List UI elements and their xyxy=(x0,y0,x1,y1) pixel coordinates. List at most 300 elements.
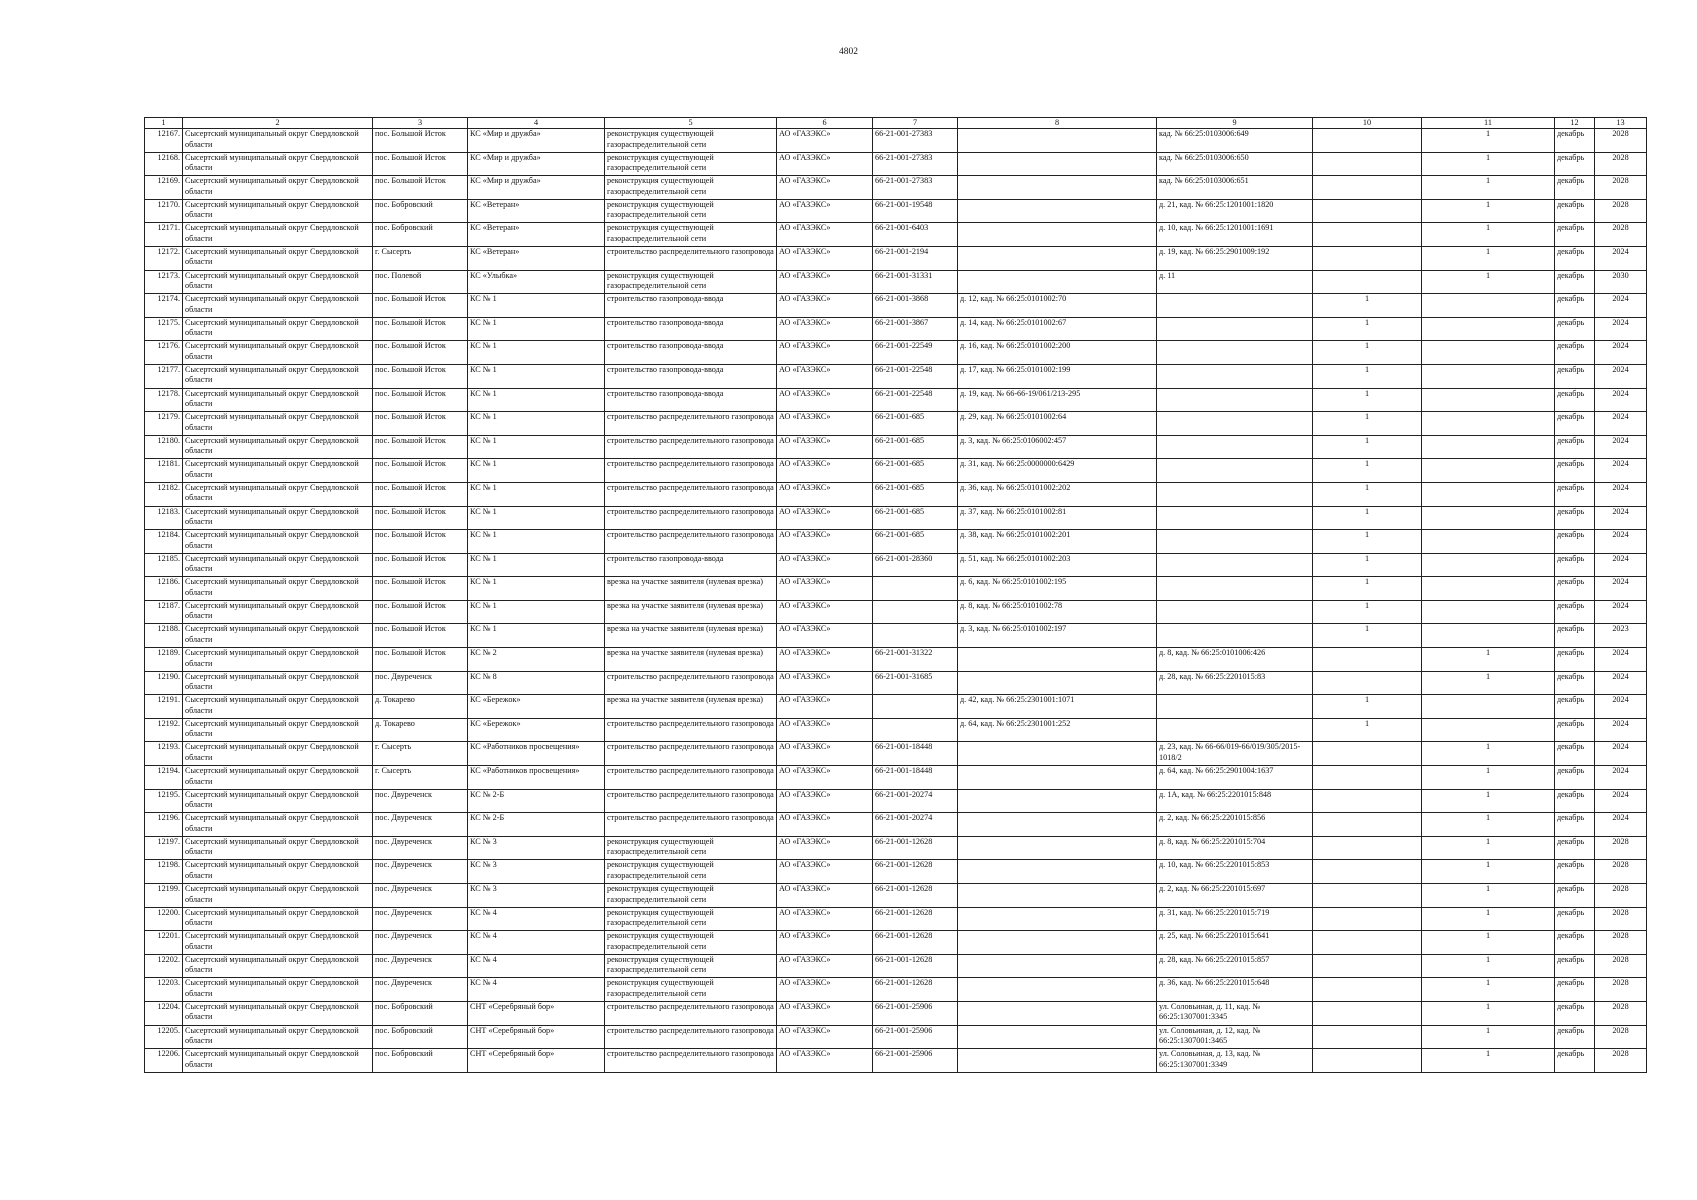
table-row xyxy=(145,530,1647,554)
cell-object-name: КС № 3 xyxy=(468,860,605,884)
cell-contract-number xyxy=(873,600,958,624)
cell-work-type: реконструкция существующей газораспределительной сети xyxy=(605,907,777,931)
cell-count-col11: 1 xyxy=(1422,813,1555,837)
cell-count-col10 xyxy=(1313,246,1422,270)
cell-count-col11: 1 xyxy=(1422,860,1555,884)
cell-count-col11: 1 xyxy=(1422,931,1555,955)
cell-address-col9: ул. Соловьиная, д. 13, кад. № 66:25:1307001:3349 xyxy=(1157,1049,1313,1073)
table-row xyxy=(145,978,1647,1002)
cell-count-col11: 1 xyxy=(1422,766,1555,790)
cell-address-col9 xyxy=(1157,577,1313,601)
cell-municipality: Сысертский муниципальный округ Свердловской области xyxy=(183,648,373,672)
cell-contract-number: 66-21-001-27383 xyxy=(873,152,958,176)
cell-year: 2024 xyxy=(1595,553,1647,577)
cell-count-col10 xyxy=(1313,176,1422,200)
cell-address-col9 xyxy=(1157,506,1313,530)
cell-contract-number: 66-21-001-18448 xyxy=(873,766,958,790)
cell-month: декабрь xyxy=(1555,624,1595,648)
cell-work-type: строительство газопровода-ввода xyxy=(605,341,777,365)
cell-organization: АО «ГАЗЭКС» xyxy=(777,199,873,223)
cell-work-type: строительство распределительного газопровода xyxy=(605,766,777,790)
cell-work-type: строительство распределительного газопровода xyxy=(605,506,777,530)
cell-object-name: КС № 1 xyxy=(468,577,605,601)
cell-settlement: пос. Большой Исток xyxy=(373,388,468,412)
table-row xyxy=(145,813,1647,837)
cell-settlement: пос. Большой Исток xyxy=(373,506,468,530)
cell-month: декабрь xyxy=(1555,270,1595,294)
cell-object-name: КС № 1 xyxy=(468,459,605,483)
cell-work-type: врезка на участке заявителя (нулевая врезка) xyxy=(605,577,777,601)
cell-address-col9 xyxy=(1157,530,1313,554)
cell-settlement: пос. Большой Исток xyxy=(373,294,468,318)
cell-work-type: реконструкция существующей газораспределительной сети xyxy=(605,931,777,955)
cell-month: декабрь xyxy=(1555,718,1595,742)
cell-address-col8: д. 8, кад. № 66:25:0101002:78 xyxy=(958,600,1157,624)
cell-municipality: Сысертский муниципальный округ Свердловской области xyxy=(183,412,373,436)
cell-month: декабрь xyxy=(1555,978,1595,1002)
cell-municipality: Сысертский муниципальный округ Свердловской области xyxy=(183,836,373,860)
cell-address-col8 xyxy=(958,223,1157,247)
cell-organization: АО «ГАЗЭКС» xyxy=(777,671,873,695)
cell-address-col8: д. 19, кад. № 66-66-19/061/213-295 xyxy=(958,388,1157,412)
cell-year: 2024 xyxy=(1595,412,1647,436)
column-header-8: 8 xyxy=(958,118,1157,129)
cell-row-number: 12203. xyxy=(145,978,183,1002)
cell-year: 2023 xyxy=(1595,624,1647,648)
cell-count-col10 xyxy=(1313,1025,1422,1049)
cell-row-number: 12199. xyxy=(145,884,183,908)
cell-month: декабрь xyxy=(1555,1049,1595,1073)
cell-count-col11: 1 xyxy=(1422,954,1555,978)
cell-row-number: 12182. xyxy=(145,482,183,506)
cell-object-name: КС «Улыбка» xyxy=(468,270,605,294)
cell-organization: АО «ГАЗЭКС» xyxy=(777,718,873,742)
cell-month: декабрь xyxy=(1555,789,1595,813)
cell-settlement: пос. Большой Исток xyxy=(373,600,468,624)
column-header-2: 2 xyxy=(183,118,373,129)
cell-count-col10 xyxy=(1313,954,1422,978)
cell-contract-number: 66-21-001-685 xyxy=(873,482,958,506)
cell-address-col8 xyxy=(958,1001,1157,1025)
cell-count-col10: 1 xyxy=(1313,718,1422,742)
cell-object-name: КС № 4 xyxy=(468,907,605,931)
cell-address-col8 xyxy=(958,907,1157,931)
cell-month: декабрь xyxy=(1555,364,1595,388)
cell-count-col11 xyxy=(1422,553,1555,577)
cell-contract-number: 66-21-001-28360 xyxy=(873,553,958,577)
cell-address-col9 xyxy=(1157,364,1313,388)
table-row xyxy=(145,506,1647,530)
cell-count-col11 xyxy=(1422,317,1555,341)
cell-organization: АО «ГАЗЭКС» xyxy=(777,931,873,955)
table-row xyxy=(145,577,1647,601)
cell-count-col10: 1 xyxy=(1313,435,1422,459)
cell-year: 2028 xyxy=(1595,1001,1647,1025)
cell-year: 2028 xyxy=(1595,1049,1647,1073)
cell-address-col8 xyxy=(958,978,1157,1002)
cell-address-col8: д. 17, кад. № 66:25:0101002:199 xyxy=(958,364,1157,388)
table-row xyxy=(145,884,1647,908)
cell-work-type: строительство распределительного газопровода xyxy=(605,435,777,459)
cell-row-number: 12195. xyxy=(145,789,183,813)
cell-count-col11: 1 xyxy=(1422,246,1555,270)
cell-month: декабрь xyxy=(1555,199,1595,223)
cell-address-col9: д. 8, кад. № 66:25:2201015:704 xyxy=(1157,836,1313,860)
cell-object-name: КС «Работников просвещения» xyxy=(468,742,605,766)
cell-row-number: 12204. xyxy=(145,1001,183,1025)
cell-year: 2028 xyxy=(1595,152,1647,176)
cell-address-col9: д. 10, кад. № 66:25:1201001:1691 xyxy=(1157,223,1313,247)
cell-count-col10 xyxy=(1313,199,1422,223)
cell-contract-number: 66-21-001-22549 xyxy=(873,341,958,365)
cell-count-col10: 1 xyxy=(1313,530,1422,554)
cell-object-name: КС № 8 xyxy=(468,671,605,695)
cell-count-col10 xyxy=(1313,270,1422,294)
cell-organization: АО «ГАЗЭКС» xyxy=(777,530,873,554)
cell-object-name: СНТ «Серебряный бор» xyxy=(468,1025,605,1049)
cell-year: 2024 xyxy=(1595,718,1647,742)
table-row xyxy=(145,695,1647,719)
cell-work-type: строительство распределительного газопровода xyxy=(605,412,777,436)
cell-row-number: 12181. xyxy=(145,459,183,483)
table-row xyxy=(145,317,1647,341)
cell-municipality: Сысертский муниципальный округ Свердловской области xyxy=(183,1025,373,1049)
cell-year: 2028 xyxy=(1595,907,1647,931)
cell-municipality: Сысертский муниципальный округ Свердловской области xyxy=(183,317,373,341)
cell-address-col8 xyxy=(958,884,1157,908)
cell-object-name: КС № 1 xyxy=(468,294,605,318)
cell-municipality: Сысертский муниципальный округ Свердловской области xyxy=(183,459,373,483)
table-row xyxy=(145,954,1647,978)
table-row xyxy=(145,270,1647,294)
cell-address-col9: кад. № 66:25:0103006:649 xyxy=(1157,129,1313,153)
cell-settlement: г. Сысерть xyxy=(373,246,468,270)
cell-year: 2024 xyxy=(1595,766,1647,790)
cell-year: 2024 xyxy=(1595,813,1647,837)
cell-month: декабрь xyxy=(1555,884,1595,908)
cell-object-name: КС «Мир и дружба» xyxy=(468,129,605,153)
cell-organization: АО «ГАЗЭКС» xyxy=(777,176,873,200)
cell-year: 2024 xyxy=(1595,506,1647,530)
cell-settlement: пос. Бобровский xyxy=(373,1049,468,1073)
cell-year: 2028 xyxy=(1595,954,1647,978)
cell-object-name: КС № 1 xyxy=(468,388,605,412)
cell-year: 2024 xyxy=(1595,577,1647,601)
cell-contract-number: 66-21-001-12628 xyxy=(873,978,958,1002)
cell-month: декабрь xyxy=(1555,388,1595,412)
column-header-6: 6 xyxy=(777,118,873,129)
cell-row-number: 12194. xyxy=(145,766,183,790)
cell-count-col11: 1 xyxy=(1422,836,1555,860)
cell-address-col9 xyxy=(1157,317,1313,341)
cell-row-number: 12184. xyxy=(145,530,183,554)
cell-count-col10: 1 xyxy=(1313,482,1422,506)
table-row xyxy=(145,223,1647,247)
cell-count-col10 xyxy=(1313,766,1422,790)
cell-address-col8: д. 29, кад. № 66:25:0101002:64 xyxy=(958,412,1157,436)
cell-month: декабрь xyxy=(1555,836,1595,860)
cell-count-col11 xyxy=(1422,718,1555,742)
cell-organization: АО «ГАЗЭКС» xyxy=(777,129,873,153)
table-row xyxy=(145,246,1647,270)
cell-address-col8 xyxy=(958,813,1157,837)
cell-row-number: 12178. xyxy=(145,388,183,412)
column-number-header xyxy=(145,118,1647,129)
cell-address-col9: д. 11 xyxy=(1157,270,1313,294)
cell-month: декабрь xyxy=(1555,129,1595,153)
cell-row-number: 12171. xyxy=(145,223,183,247)
cell-month: декабрь xyxy=(1555,1025,1595,1049)
cell-object-name: КС № 1 xyxy=(468,530,605,554)
cell-work-type: строительство распределительного газопровода xyxy=(605,742,777,766)
table-row xyxy=(145,766,1647,790)
cell-address-col9 xyxy=(1157,459,1313,483)
cell-count-col11: 1 xyxy=(1422,152,1555,176)
cell-object-name: КС № 1 xyxy=(468,482,605,506)
cell-count-col10 xyxy=(1313,813,1422,837)
cell-row-number: 12183. xyxy=(145,506,183,530)
cell-municipality: Сысертский муниципальный округ Свердловской области xyxy=(183,884,373,908)
cell-count-col11 xyxy=(1422,506,1555,530)
table-row xyxy=(145,341,1647,365)
cell-settlement: г. Сысерть xyxy=(373,742,468,766)
cell-address-col8: д. 37, кад. № 66:25:0101002:81 xyxy=(958,506,1157,530)
cell-contract-number: 66-21-001-31322 xyxy=(873,648,958,672)
cell-contract-number: 66-21-001-27383 xyxy=(873,129,958,153)
cell-address-col9: д. 2, кад. № 66:25:2201015:856 xyxy=(1157,813,1313,837)
cell-contract-number: 66-21-001-25906 xyxy=(873,1001,958,1025)
cell-year: 2024 xyxy=(1595,600,1647,624)
cell-count-col11: 1 xyxy=(1422,884,1555,908)
cell-count-col10: 1 xyxy=(1313,317,1422,341)
cell-address-col9: д. 8, кад. № 66:25:0101006:426 xyxy=(1157,648,1313,672)
page-number: 4802 xyxy=(839,47,858,57)
column-header-13: 13 xyxy=(1595,118,1647,129)
cell-address-col9: ул. Соловьиная, д. 11, кад. № 66:25:1307001:3345 xyxy=(1157,1001,1313,1025)
cell-municipality: Сысертский муниципальный округ Свердловской области xyxy=(183,553,373,577)
cell-month: декабрь xyxy=(1555,577,1595,601)
cell-object-name: КС «Ветеран» xyxy=(468,199,605,223)
cell-settlement: пос. Бобровский xyxy=(373,1001,468,1025)
cell-row-number: 12168. xyxy=(145,152,183,176)
cell-work-type: строительство распределительного газопровода xyxy=(605,482,777,506)
cell-work-type: строительство распределительного газопровода xyxy=(605,789,777,813)
cell-row-number: 12206. xyxy=(145,1049,183,1073)
cell-row-number: 12200. xyxy=(145,907,183,931)
cell-row-number: 12201. xyxy=(145,931,183,955)
cell-address-col9: д. 28, кад. № 66:25:2201015:857 xyxy=(1157,954,1313,978)
cell-address-col8 xyxy=(958,1025,1157,1049)
cell-address-col9: д. 31, кад. № 66:25:2201015:719 xyxy=(1157,907,1313,931)
cell-count-col11 xyxy=(1422,364,1555,388)
cell-address-col8 xyxy=(958,671,1157,695)
cell-year: 2028 xyxy=(1595,931,1647,955)
cell-count-col10 xyxy=(1313,978,1422,1002)
cell-count-col11: 1 xyxy=(1422,1001,1555,1025)
cell-address-col8: д. 31, кад. № 66:25:0000000:6429 xyxy=(958,459,1157,483)
cell-settlement: пос. Большой Исток xyxy=(373,152,468,176)
cell-row-number: 12175. xyxy=(145,317,183,341)
cell-year: 2030 xyxy=(1595,270,1647,294)
cell-month: декабрь xyxy=(1555,813,1595,837)
cell-settlement: пос. Большой Исток xyxy=(373,176,468,200)
column-header-4: 4 xyxy=(468,118,605,129)
cell-row-number: 12180. xyxy=(145,435,183,459)
cell-address-col9 xyxy=(1157,341,1313,365)
cell-count-col11 xyxy=(1422,600,1555,624)
cell-count-col10 xyxy=(1313,129,1422,153)
cell-count-col11: 1 xyxy=(1422,1025,1555,1049)
cell-address-col9: д. 1А, кад. № 66:25:2201015:848 xyxy=(1157,789,1313,813)
cell-count-col11 xyxy=(1422,482,1555,506)
cell-count-col11 xyxy=(1422,435,1555,459)
cell-year: 2024 xyxy=(1595,789,1647,813)
cell-address-col9 xyxy=(1157,600,1313,624)
cell-count-col10 xyxy=(1313,1049,1422,1073)
cell-address-col8 xyxy=(958,129,1157,153)
cell-settlement: пос. Двуреченск xyxy=(373,907,468,931)
cell-municipality: Сысертский муниципальный округ Свердловской области xyxy=(183,530,373,554)
cell-address-col8 xyxy=(958,931,1157,955)
cell-municipality: Сысертский муниципальный округ Свердловской области xyxy=(183,246,373,270)
table-row xyxy=(145,624,1647,648)
cell-count-col10: 1 xyxy=(1313,624,1422,648)
cell-count-col10: 1 xyxy=(1313,364,1422,388)
cell-object-name: КС № 1 xyxy=(468,506,605,530)
cell-month: декабрь xyxy=(1555,530,1595,554)
cell-settlement: д. Токарево xyxy=(373,718,468,742)
cell-month: декабрь xyxy=(1555,223,1595,247)
cell-settlement: пос. Двуреченск xyxy=(373,884,468,908)
cell-count-col10: 1 xyxy=(1313,388,1422,412)
cell-row-number: 12186. xyxy=(145,577,183,601)
column-header-3: 3 xyxy=(373,118,468,129)
cell-settlement: пос. Большой Исток xyxy=(373,459,468,483)
cell-municipality: Сысертский муниципальный округ Свердловской области xyxy=(183,506,373,530)
cell-contract-number: 66-21-001-3867 xyxy=(873,317,958,341)
cell-settlement: пос. Двуреченск xyxy=(373,671,468,695)
cell-row-number: 12190. xyxy=(145,671,183,695)
cell-work-type: строительство газопровода-ввода xyxy=(605,364,777,388)
cell-row-number: 12169. xyxy=(145,176,183,200)
cell-settlement: пос. Полевой xyxy=(373,270,468,294)
cell-work-type: строительство распределительного газопровода xyxy=(605,246,777,270)
cell-work-type: реконструкция существующей газораспределительной сети xyxy=(605,129,777,153)
cell-count-col11 xyxy=(1422,530,1555,554)
cell-contract-number: 66-21-001-685 xyxy=(873,506,958,530)
cell-month: декабрь xyxy=(1555,766,1595,790)
cell-municipality: Сысертский муниципальный округ Свердловской области xyxy=(183,152,373,176)
cell-count-col10: 1 xyxy=(1313,341,1422,365)
cell-month: декабрь xyxy=(1555,860,1595,884)
cell-row-number: 12177. xyxy=(145,364,183,388)
cell-year: 2024 xyxy=(1595,364,1647,388)
cell-count-col11: 1 xyxy=(1422,1049,1555,1073)
table-row xyxy=(145,1025,1647,1049)
cell-settlement: пос. Большой Исток xyxy=(373,530,468,554)
cell-row-number: 12185. xyxy=(145,553,183,577)
cell-address-col8 xyxy=(958,648,1157,672)
cell-row-number: 12205. xyxy=(145,1025,183,1049)
cell-address-col8 xyxy=(958,742,1157,766)
column-header-10: 10 xyxy=(1313,118,1422,129)
cell-organization: АО «ГАЗЭКС» xyxy=(777,907,873,931)
cell-municipality: Сысертский муниципальный округ Свердловской области xyxy=(183,671,373,695)
cell-count-col10: 1 xyxy=(1313,695,1422,719)
cell-organization: АО «ГАЗЭКС» xyxy=(777,648,873,672)
cell-count-col10 xyxy=(1313,223,1422,247)
cell-object-name: КС № 3 xyxy=(468,884,605,908)
cell-row-number: 12196. xyxy=(145,813,183,837)
cell-address-col8 xyxy=(958,152,1157,176)
cell-month: декабрь xyxy=(1555,317,1595,341)
cell-work-type: строительство газопровода-ввода xyxy=(605,317,777,341)
table-row xyxy=(145,718,1647,742)
cell-organization: АО «ГАЗЭКС» xyxy=(777,152,873,176)
cell-work-type: строительство распределительного газопровода xyxy=(605,1001,777,1025)
cell-settlement: пос. Большой Исток xyxy=(373,341,468,365)
cell-object-name: КС № 1 xyxy=(468,435,605,459)
cell-object-name: КС № 2-Б xyxy=(468,813,605,837)
cell-municipality: Сысертский муниципальный округ Свердловской области xyxy=(183,624,373,648)
table-row xyxy=(145,129,1647,153)
column-header-5: 5 xyxy=(605,118,777,129)
cell-contract-number: 66-21-001-6403 xyxy=(873,223,958,247)
cell-count-col11 xyxy=(1422,577,1555,601)
cell-object-name: КС № 4 xyxy=(468,954,605,978)
cell-year: 2028 xyxy=(1595,176,1647,200)
table-row xyxy=(145,553,1647,577)
cell-municipality: Сысертский муниципальный округ Свердловской области xyxy=(183,695,373,719)
cell-month: декабрь xyxy=(1555,907,1595,931)
cell-contract-number: 66-21-001-12628 xyxy=(873,907,958,931)
cell-month: декабрь xyxy=(1555,742,1595,766)
cell-month: декабрь xyxy=(1555,246,1595,270)
cell-count-col11: 1 xyxy=(1422,648,1555,672)
cell-address-col8 xyxy=(958,270,1157,294)
cell-row-number: 12191. xyxy=(145,695,183,719)
table-row xyxy=(145,152,1647,176)
cell-organization: АО «ГАЗЭКС» xyxy=(777,978,873,1002)
cell-object-name: КС № 1 xyxy=(468,364,605,388)
cell-count-col10: 1 xyxy=(1313,459,1422,483)
cell-address-col8: д. 12, кад. № 66:25:0101002:70 xyxy=(958,294,1157,318)
cell-count-col10 xyxy=(1313,742,1422,766)
cell-count-col10 xyxy=(1313,152,1422,176)
cell-year: 2028 xyxy=(1595,223,1647,247)
column-header-7: 7 xyxy=(873,118,958,129)
cell-settlement: г. Сысерть xyxy=(373,766,468,790)
cell-count-col10 xyxy=(1313,671,1422,695)
cell-year: 2024 xyxy=(1595,671,1647,695)
cell-organization: АО «ГАЗЭКС» xyxy=(777,600,873,624)
cell-work-type: реконструкция существующей газораспределительной сети xyxy=(605,270,777,294)
cell-month: декабрь xyxy=(1555,412,1595,436)
cell-municipality: Сысертский муниципальный округ Свердловской области xyxy=(183,577,373,601)
table-row xyxy=(145,435,1647,459)
cell-organization: АО «ГАЗЭКС» xyxy=(777,506,873,530)
cell-object-name: КС № 1 xyxy=(468,412,605,436)
cell-year: 2028 xyxy=(1595,129,1647,153)
table-row xyxy=(145,600,1647,624)
cell-contract-number: 66-21-001-19548 xyxy=(873,199,958,223)
cell-work-type: реконструкция существующей газораспределительной сети xyxy=(605,152,777,176)
cell-municipality: Сысертский муниципальный округ Свердловской области xyxy=(183,742,373,766)
table-row xyxy=(145,388,1647,412)
cell-work-type: реконструкция существующей газораспределительной сети xyxy=(605,199,777,223)
cell-settlement: пос. Двуреченск xyxy=(373,789,468,813)
cell-work-type: реконструкция существующей газораспределительной сети xyxy=(605,836,777,860)
